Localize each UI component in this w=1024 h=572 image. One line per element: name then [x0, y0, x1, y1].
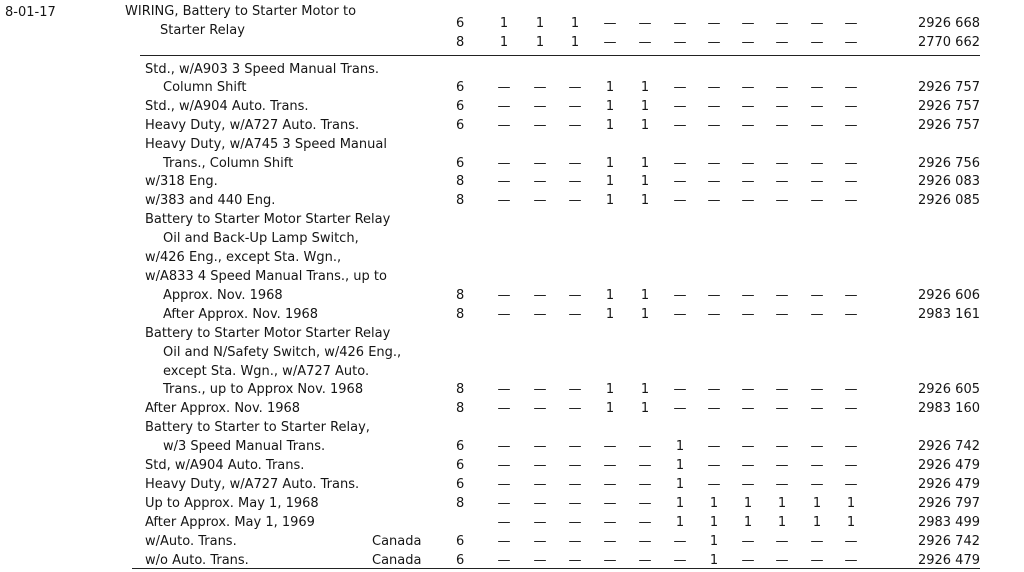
usage-dash: —: [775, 35, 789, 50]
usage-dash: —: [775, 80, 789, 95]
usage-mark: 1: [640, 193, 650, 208]
usage-dash: —: [568, 439, 582, 454]
usage-dash: —: [810, 382, 824, 397]
part-number: 2926 606: [917, 288, 980, 303]
row-description: Heavy Duty, w/A727 Auto. Trans.: [145, 118, 360, 133]
usage-dash: —: [673, 193, 687, 208]
usage-dash: —: [707, 193, 721, 208]
row-description: After Approx. Nov. 1968: [145, 401, 301, 416]
usage-dash: —: [497, 401, 511, 416]
usage-dash: —: [638, 515, 652, 530]
usage-dash: —: [673, 118, 687, 133]
row-description: After Approx. Nov. 1968: [163, 307, 319, 322]
part-number: 2926 479: [917, 553, 980, 568]
part-number: 2926 757: [917, 80, 980, 95]
usage-dash: —: [707, 307, 721, 322]
usage-dash: —: [533, 439, 547, 454]
usage-dash: —: [810, 80, 824, 95]
usage-mark: 1: [640, 174, 650, 189]
usage-dash: —: [673, 534, 687, 549]
usage-mark: 1: [675, 515, 685, 530]
row-description: Std., w/A903 3 Speed Manual Trans.: [145, 62, 379, 77]
usage-dash: —: [568, 80, 582, 95]
usage-dash: —: [741, 553, 755, 568]
usage-dash: —: [603, 515, 617, 530]
usage-dash: —: [844, 118, 858, 133]
usage-dash: —: [568, 118, 582, 133]
usage-mark: 1: [499, 35, 509, 50]
row-description: w/318 Eng.: [145, 174, 218, 189]
row-description: Oil and N/Safety Switch, w/426 Eng.,: [163, 345, 402, 360]
usage-dash: —: [673, 553, 687, 568]
row-description: Heavy Duty, w/A745 3 Speed Manual: [145, 137, 387, 152]
part-number: 2926 742: [917, 534, 980, 549]
usage-mark: 1: [640, 288, 650, 303]
usage-mark: 1: [777, 515, 787, 530]
row-cylinders: 6: [456, 458, 465, 473]
part-number: 2983 160: [917, 401, 980, 416]
usage-dash: —: [638, 534, 652, 549]
usage-dash: —: [568, 193, 582, 208]
usage-dash: —: [741, 458, 755, 473]
usage-dash: —: [741, 382, 755, 397]
usage-dash: —: [844, 534, 858, 549]
row-description: Up to Approx. May 1, 1968: [145, 496, 319, 511]
usage-dash: —: [673, 156, 687, 171]
usage-dash: —: [497, 439, 511, 454]
usage-dash: —: [673, 174, 687, 189]
usage-dash: —: [497, 515, 511, 530]
usage-dash: —: [533, 80, 547, 95]
row-description: w/A833 4 Speed Manual Trans., up to: [145, 269, 387, 284]
row-country: Canada: [372, 534, 422, 549]
usage-dash: —: [741, 156, 755, 171]
usage-dash: —: [741, 307, 755, 322]
usage-dash: —: [775, 458, 789, 473]
usage-dash: —: [810, 458, 824, 473]
usage-dash: —: [775, 553, 789, 568]
usage-dash: —: [707, 439, 721, 454]
usage-dash: —: [497, 99, 511, 114]
usage-dash: —: [673, 307, 687, 322]
usage-dash: —: [533, 553, 547, 568]
usage-dash: —: [810, 288, 824, 303]
usage-dash: —: [741, 534, 755, 549]
usage-dash: —: [568, 288, 582, 303]
usage-dash: —: [603, 496, 617, 511]
usage-mark: 1: [605, 99, 615, 114]
row-cylinders: 8: [456, 174, 465, 189]
usage-dash: —: [533, 382, 547, 397]
row-description: Trans., Column Shift: [163, 156, 294, 171]
usage-dash: —: [707, 288, 721, 303]
usage-dash: —: [810, 35, 824, 50]
usage-dash: —: [775, 382, 789, 397]
row-description: Column Shift: [163, 80, 247, 95]
row-description: Heavy Duty, w/A727 Auto. Trans.: [145, 477, 360, 492]
usage-dash: —: [707, 477, 721, 492]
usage-dash: —: [638, 496, 652, 511]
usage-dash: —: [810, 534, 824, 549]
usage-dash: —: [533, 193, 547, 208]
usage-mark: 1: [605, 156, 615, 171]
row-description: Std., w/A904 Auto. Trans.: [145, 99, 309, 114]
usage-dash: —: [775, 99, 789, 114]
usage-dash: —: [844, 35, 858, 50]
usage-dash: —: [497, 553, 511, 568]
part-number: 2983 161: [917, 307, 980, 322]
usage-mark: 1: [709, 515, 719, 530]
part-number: 2926 742: [917, 439, 980, 454]
usage-dash: —: [810, 174, 824, 189]
usage-dash: —: [775, 477, 789, 492]
item-number: 8-01-17: [5, 5, 56, 20]
usage-dash: —: [810, 16, 824, 31]
usage-dash: —: [568, 174, 582, 189]
usage-dash: —: [707, 35, 721, 50]
usage-dash: —: [603, 534, 617, 549]
usage-dash: —: [810, 118, 824, 133]
usage-dash: —: [673, 288, 687, 303]
usage-mark: 1: [605, 193, 615, 208]
usage-dash: —: [707, 174, 721, 189]
usage-dash: —: [533, 307, 547, 322]
usage-dash: —: [775, 288, 789, 303]
usage-dash: —: [775, 401, 789, 416]
usage-mark: 1: [777, 496, 787, 511]
usage-mark: 1: [709, 553, 719, 568]
usage-dash: —: [673, 382, 687, 397]
part-number: 2926 085: [917, 193, 980, 208]
usage-dash: —: [638, 477, 652, 492]
row-description: w/Auto. Trans.: [145, 534, 237, 549]
usage-dash: —: [533, 458, 547, 473]
usage-dash: —: [603, 35, 617, 50]
usage-dash: —: [844, 458, 858, 473]
usage-mark: 1: [846, 496, 856, 511]
usage-mark: 1: [605, 174, 615, 189]
heading-line-2: Starter Relay: [160, 23, 245, 38]
usage-dash: —: [741, 193, 755, 208]
part-number: 2926 083: [917, 174, 980, 189]
usage-dash: —: [707, 80, 721, 95]
usage-dash: —: [775, 534, 789, 549]
usage-mark: 1: [812, 496, 822, 511]
usage-dash: —: [533, 288, 547, 303]
usage-dash: —: [741, 80, 755, 95]
usage-dash: —: [707, 401, 721, 416]
usage-dash: —: [568, 515, 582, 530]
usage-dash: —: [568, 534, 582, 549]
part-number: 2926 668: [917, 16, 980, 31]
usage-dash: —: [707, 156, 721, 171]
part-number: 2926 479: [917, 477, 980, 492]
usage-dash: —: [603, 458, 617, 473]
usage-mark: 1: [675, 496, 685, 511]
usage-dash: —: [673, 16, 687, 31]
usage-dash: —: [775, 156, 789, 171]
part-number: 2926 605: [917, 382, 980, 397]
row-cylinders: 8: [456, 193, 465, 208]
usage-dash: —: [741, 118, 755, 133]
part-number: 2926 479: [917, 458, 980, 473]
usage-dash: —: [844, 288, 858, 303]
usage-dash: —: [844, 439, 858, 454]
usage-dash: —: [603, 553, 617, 568]
usage-dash: —: [810, 439, 824, 454]
row-description: w/426 Eng., except Sta. Wgn.,: [145, 250, 342, 265]
usage-dash: —: [810, 477, 824, 492]
part-number: 2770 662: [917, 35, 980, 50]
usage-mark: 1: [640, 401, 650, 416]
part-number: 2926 797: [917, 496, 980, 511]
row-cylinders: 8: [456, 35, 465, 50]
usage-dash: —: [497, 288, 511, 303]
usage-dash: —: [741, 288, 755, 303]
row-cylinders: 6: [456, 156, 465, 171]
usage-mark: 1: [640, 99, 650, 114]
usage-dash: —: [844, 401, 858, 416]
usage-dash: —: [568, 458, 582, 473]
usage-dash: —: [741, 174, 755, 189]
part-number: 2983 499: [917, 515, 980, 530]
usage-dash: —: [810, 99, 824, 114]
usage-mark: 1: [743, 515, 753, 530]
usage-dash: —: [810, 156, 824, 171]
usage-mark: 1: [640, 80, 650, 95]
part-number: 2926 756: [917, 156, 980, 171]
usage-mark: 1: [640, 156, 650, 171]
row-cylinders: 6: [456, 80, 465, 95]
usage-mark: 1: [570, 16, 580, 31]
usage-dash: —: [497, 80, 511, 95]
usage-mark: 1: [675, 439, 685, 454]
usage-dash: —: [844, 553, 858, 568]
usage-dash: —: [707, 458, 721, 473]
usage-mark: 1: [605, 307, 615, 322]
usage-dash: —: [707, 382, 721, 397]
usage-dash: —: [497, 193, 511, 208]
usage-dash: —: [741, 99, 755, 114]
row-cylinders: 6: [456, 534, 465, 549]
usage-mark: 1: [570, 35, 580, 50]
usage-dash: —: [707, 99, 721, 114]
usage-dash: —: [741, 16, 755, 31]
usage-dash: —: [533, 401, 547, 416]
row-cylinders: 6: [456, 477, 465, 492]
usage-dash: —: [497, 174, 511, 189]
usage-dash: —: [638, 458, 652, 473]
usage-dash: —: [707, 118, 721, 133]
usage-dash: —: [497, 382, 511, 397]
usage-dash: —: [741, 439, 755, 454]
usage-dash: —: [810, 553, 824, 568]
usage-dash: —: [775, 16, 789, 31]
usage-mark: 1: [640, 118, 650, 133]
usage-mark: 1: [675, 458, 685, 473]
usage-dash: —: [673, 401, 687, 416]
row-cylinders: 6: [456, 99, 465, 114]
usage-mark: 1: [605, 118, 615, 133]
usage-dash: —: [673, 35, 687, 50]
row-cylinders: 8: [456, 401, 465, 416]
row-cylinders: 6: [456, 439, 465, 454]
row-cylinders: 6: [456, 118, 465, 133]
usage-dash: —: [844, 382, 858, 397]
row-cylinders: 8: [456, 496, 465, 511]
usage-dash: —: [638, 553, 652, 568]
usage-mark: 1: [535, 35, 545, 50]
usage-mark: 1: [846, 515, 856, 530]
row-cylinders: 8: [456, 382, 465, 397]
usage-mark: 1: [743, 496, 753, 511]
usage-mark: 1: [605, 382, 615, 397]
usage-dash: —: [497, 496, 511, 511]
usage-mark: 1: [709, 496, 719, 511]
usage-dash: —: [533, 174, 547, 189]
usage-dash: —: [568, 156, 582, 171]
usage-dash: —: [775, 118, 789, 133]
usage-dash: —: [568, 401, 582, 416]
usage-dash: —: [741, 401, 755, 416]
row-description: Std, w/A904 Auto. Trans.: [145, 458, 305, 473]
row-description: w/383 and 440 Eng.: [145, 193, 276, 208]
row-description: w/3 Speed Manual Trans.: [163, 439, 326, 454]
row-country: Canada: [372, 553, 422, 568]
part-number: 2926 757: [917, 99, 980, 114]
usage-dash: —: [844, 307, 858, 322]
usage-dash: —: [638, 16, 652, 31]
row-description: Battery to Starter Motor Starter Relay: [145, 212, 391, 227]
usage-mark: 1: [812, 515, 822, 530]
row-description: w/o Auto. Trans.: [145, 553, 249, 568]
usage-dash: —: [568, 496, 582, 511]
usage-dash: —: [497, 534, 511, 549]
usage-dash: —: [533, 156, 547, 171]
usage-dash: —: [775, 174, 789, 189]
usage-dash: —: [775, 439, 789, 454]
usage-dash: —: [741, 477, 755, 492]
usage-mark: 1: [499, 16, 509, 31]
usage-dash: —: [497, 307, 511, 322]
usage-dash: —: [603, 439, 617, 454]
usage-dash: —: [775, 193, 789, 208]
usage-dash: —: [844, 99, 858, 114]
usage-mark: 1: [535, 16, 545, 31]
usage-dash: —: [844, 174, 858, 189]
usage-dash: —: [844, 477, 858, 492]
usage-dash: —: [533, 477, 547, 492]
usage-mark: 1: [675, 477, 685, 492]
usage-dash: —: [568, 382, 582, 397]
usage-dash: —: [497, 118, 511, 133]
row-description: Approx. Nov. 1968: [163, 288, 283, 303]
usage-dash: —: [707, 16, 721, 31]
usage-dash: —: [568, 553, 582, 568]
usage-mark: 1: [640, 307, 650, 322]
part-number: 2926 757: [917, 118, 980, 133]
usage-dash: —: [810, 307, 824, 322]
row-description: Trans., up to Approx Nov. 1968: [163, 382, 364, 397]
usage-dash: —: [775, 307, 789, 322]
row-description: After Approx. May 1, 1969: [145, 515, 315, 530]
usage-dash: —: [533, 118, 547, 133]
usage-dash: —: [533, 99, 547, 114]
usage-dash: —: [533, 496, 547, 511]
row-cylinders: 8: [456, 307, 465, 322]
usage-dash: —: [533, 534, 547, 549]
row-description: Oil and Back-Up Lamp Switch,: [163, 231, 359, 246]
usage-mark: 1: [605, 401, 615, 416]
usage-dash: —: [568, 99, 582, 114]
usage-mark: 1: [605, 288, 615, 303]
usage-dash: —: [603, 16, 617, 31]
usage-dash: —: [568, 477, 582, 492]
usage-mark: 1: [709, 534, 719, 549]
usage-dash: —: [844, 193, 858, 208]
usage-dash: —: [844, 156, 858, 171]
usage-dash: —: [673, 80, 687, 95]
usage-dash: —: [603, 477, 617, 492]
usage-dash: —: [810, 401, 824, 416]
usage-dash: —: [497, 458, 511, 473]
usage-mark: 1: [640, 382, 650, 397]
row-description: Battery to Starter to Starter Relay,: [145, 420, 370, 435]
usage-dash: —: [673, 99, 687, 114]
row-cylinders: 6: [456, 553, 465, 568]
usage-dash: —: [533, 515, 547, 530]
usage-mark: 1: [605, 80, 615, 95]
heading-line-1: WIRING, Battery to Starter Motor to: [125, 4, 357, 19]
usage-dash: —: [844, 80, 858, 95]
row-description: Battery to Starter Motor Starter Relay: [145, 326, 391, 341]
usage-dash: —: [638, 439, 652, 454]
usage-dash: —: [497, 477, 511, 492]
usage-dash: —: [568, 307, 582, 322]
row-cylinders: 6: [456, 16, 465, 31]
usage-dash: —: [497, 156, 511, 171]
usage-dash: —: [810, 193, 824, 208]
usage-dash: —: [844, 16, 858, 31]
usage-dash: —: [741, 35, 755, 50]
row-cylinders: 8: [456, 288, 465, 303]
row-description: except Sta. Wgn., w/A727 Auto.: [163, 364, 370, 379]
usage-dash: —: [638, 35, 652, 50]
